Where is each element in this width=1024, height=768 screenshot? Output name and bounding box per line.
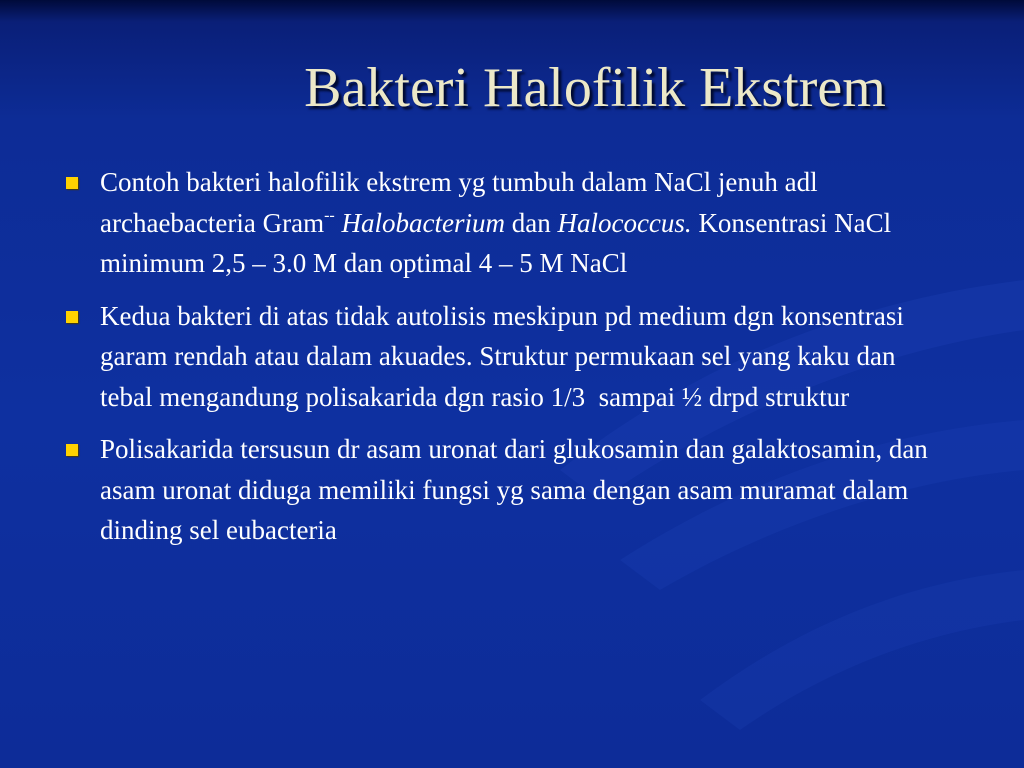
- slide-title: Bakteri Halofilik Ekstrem: [304, 57, 886, 119]
- bullet-1-text-part1: Contoh bakteri halofilik ekstrem yg tumbuh dalam NaCl jenuh adl archaebacteria Gram: [100, 167, 818, 238]
- bullet-item-3: [62, 429, 942, 551]
- bullet-1-superscript: --: [324, 206, 335, 224]
- bullet-1-text-part2: Konsentrasi NaCl minimum 2,5 – 3.0 M dan optimal 4 – 5 M NaCl: [100, 207, 892, 278]
- bullet-1-genus-2: Halococcus.: [557, 207, 692, 238]
- bullet-3-text: Polisakarida tersusun dr asam uronat dari glukosamin dan galaktosamin, dan asam uronat diduga memiliki fungsi yg sama dengan asam muramat dalam dinding sel eubacteria: [100, 434, 928, 545]
- bullet-list: [62, 162, 942, 563]
- bullet-item-2: [62, 296, 942, 418]
- bullet-1-conjunction: dan: [511, 207, 551, 238]
- swoosh-band-lower: [700, 570, 1024, 730]
- square-bullet-icon: [66, 311, 78, 323]
- bullet-1-genus-1: Halobacterium: [341, 207, 505, 238]
- bullet-item-1: [62, 162, 942, 284]
- square-bullet-icon: [66, 444, 78, 456]
- bullet-2-text: Kedua bakteri di atas tidak autolisis meskipun pd medium dgn konsentrasi garam rendah atau dalam akuades. Struktur permukaan sel yang kaku dan tebal mengandung polisakarida dgn rasio 1/3 sampai ½ drpd struktur: [100, 300, 911, 412]
- square-bullet-icon: [66, 177, 78, 189]
